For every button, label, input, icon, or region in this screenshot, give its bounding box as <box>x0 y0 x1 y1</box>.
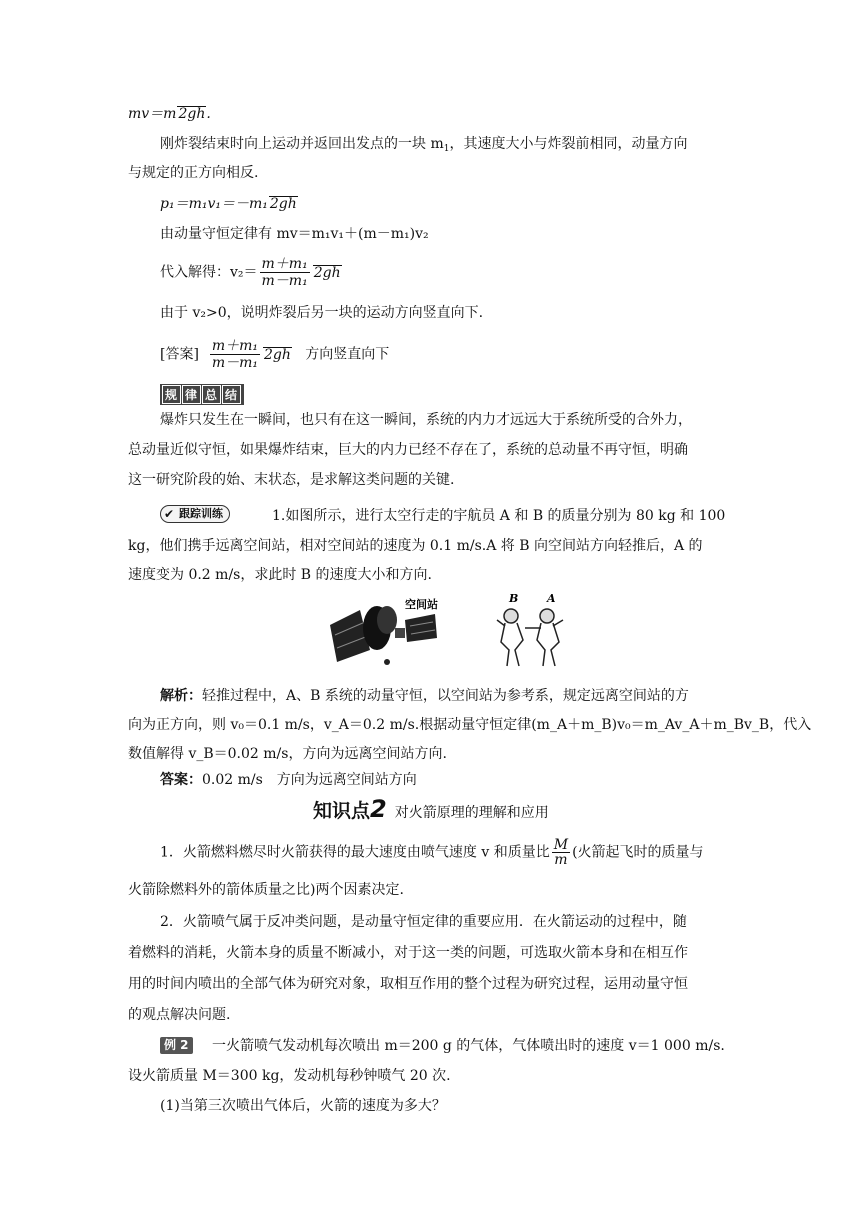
knowledge-point-heading <box>313 795 549 823</box>
rule-line: 爆炸只发生在一瞬间，也只有在这一瞬间，系统的内力才远远大于系统所受的合外力， <box>160 412 692 428</box>
example-question: (1)当第三次喷出气体后，火箭的速度为多大？ <box>160 1098 446 1114</box>
space-station-icon <box>330 606 437 665</box>
answer-label: 答案： <box>160 772 202 788</box>
knowledge-line: 2．火箭喷气属于反冲类问题，是动量守恒定律的重要应用．在火箭运动的过程中，随 <box>160 914 687 930</box>
question-line: 速度变为 0.2 m/s，求此时 B 的速度大小和方向. <box>128 567 432 583</box>
text: (火箭起飞时的质量与 <box>572 844 704 861</box>
badge-label: 跟踪训练 <box>179 507 223 520</box>
tracking-training-badge <box>160 505 230 523</box>
law-line: 由动量守恒定律有 mv＝m₁v₁＋(m－m₁)v₂ <box>160 226 429 242</box>
rule-line: 总动量近似守恒，如果爆炸结束，巨大的内力已经不存在了，系统的总动量不再守恒，明确 <box>128 442 688 458</box>
text: 1．火箭燃料燃尽时火箭获得的最大速度由喷气速度 v 和质量比 <box>160 844 550 861</box>
text: ，其速度大小与炸裂前相同，动量方向 <box>449 136 688 152</box>
solution-label: 解析： <box>160 688 202 704</box>
heading-number: 2 <box>370 795 387 823</box>
answer2-line <box>160 770 417 790</box>
question-line: kg，他们携手远离空间站，相对空间站的速度为 0.1 m/s.A 将 B 向空间站方向轻推后，A 的 <box>128 538 703 554</box>
badge-char: 总 <box>202 385 221 404</box>
equation-mv <box>128 104 211 124</box>
astronaut-B-icon <box>497 609 523 666</box>
subscript: 1 <box>443 144 450 154</box>
heading-subtitle: 对火箭原理的理解和应用 <box>394 805 549 821</box>
solution-line: 数值解得 v_B＝0.02 m/s，方向为远离空间站方向. <box>128 746 447 762</box>
paragraph-line <box>160 134 687 159</box>
fraction-numerator: M <box>553 837 569 853</box>
fraction-denominator: m－m₁ <box>261 273 308 289</box>
answer-tail: 方向竖直向下 <box>305 346 390 363</box>
fraction <box>260 256 310 289</box>
paragraph-line: 与规定的正方向相反. <box>128 165 259 181</box>
astronaut-B-label: B <box>509 592 519 605</box>
example-badge: 例 2 <box>160 1037 193 1054</box>
badge-char: 律 <box>182 385 201 404</box>
answer-label: [答案] <box>160 346 199 363</box>
text: 刚炸裂结束时向上运动并返回出发点的一块 m <box>160 136 444 152</box>
substitution-line <box>160 256 342 289</box>
equation-p1-text: p₁＝m₁v₁＝－m₁ <box>160 196 268 212</box>
fraction-denominator: m－m₁ <box>211 355 259 371</box>
text: 轻推过程中，A、B 系统的动量守恒，以空间站为参考系，规定远离空间站的方 <box>202 688 689 704</box>
fraction-denominator: m <box>554 852 568 868</box>
rule-line: 这一研究阶段的始、末状态，是求解这类问题的关键. <box>128 472 455 488</box>
badge-char: 规 <box>162 385 181 404</box>
checkmark-icon: ✔ <box>164 507 175 521</box>
heading-title: 知识点 <box>313 800 371 822</box>
question-line: 1.如图所示，进行太空行走的宇航员 A 和 B 的质量分别为 80 kg 和 100 <box>272 508 726 524</box>
answer-text: 0.02 m/s 方向为远离空间站方向 <box>202 772 417 788</box>
sqrt-2gh: 2gh <box>313 264 341 281</box>
knowledge-line: 用的时间内喷出的全部气体为研究对象，取相互作用的整个过程为研究过程，运用动量守恒 <box>128 976 688 992</box>
solution-line: 向为正方向，则 v₀＝0.1 m/s，v_A＝0.2 m/s.根据动量守恒定律(m_A＋m_B)v₀＝m_Av_A＋m_Bv_B，代入 <box>128 717 812 733</box>
astronaut-A-label: A <box>547 592 556 605</box>
example-line: 一火箭喷气发动机每次喷出 m＝200 g 的气体，气体喷出时的速度 v＝1 000 m/s. <box>212 1038 725 1054</box>
sqrt-2gh: 2gh <box>269 196 297 212</box>
fraction <box>210 338 260 371</box>
sqrt-2gh: 2gh <box>264 346 291 363</box>
astronaut-A-icon <box>525 609 563 666</box>
equation-mv-end: . <box>206 106 211 122</box>
equation-mv-text: mv＝m <box>128 106 177 122</box>
figure-space-station <box>325 590 575 680</box>
knowledge-line: 火箭除燃料外的箭体质量之比)两个因素决定. <box>128 882 404 898</box>
text: 代入解得：v₂＝ <box>160 264 258 281</box>
knowledge-line: 着燃料的消耗，火箭本身的质量不断减小，对于这一类的问题，可选取火箭本身和在相互作 <box>128 945 688 961</box>
fraction-numerator: m＋m₁ <box>261 256 308 272</box>
rule-summary-badge <box>160 384 244 405</box>
fraction-numerator: m＋m₁ <box>211 338 259 354</box>
since-line: 由于 v₂>0，说明炸裂后另一块的运动方向竖直向下. <box>160 305 484 321</box>
station-label: 空间站 <box>405 598 438 611</box>
knowledge-line <box>160 838 704 867</box>
solution-line <box>160 686 689 706</box>
sqrt-2gh: 2gh <box>178 106 206 122</box>
answer-line <box>160 338 389 371</box>
mass-ratio-fraction <box>552 838 570 867</box>
knowledge-line: 的观点解决问题. <box>128 1007 231 1023</box>
example-line: 设火箭质量 M＝300 kg，发动机每秒钟喷气 20 次. <box>128 1068 451 1084</box>
badge-char: 结 <box>222 385 241 404</box>
equation-p1 <box>160 194 298 214</box>
